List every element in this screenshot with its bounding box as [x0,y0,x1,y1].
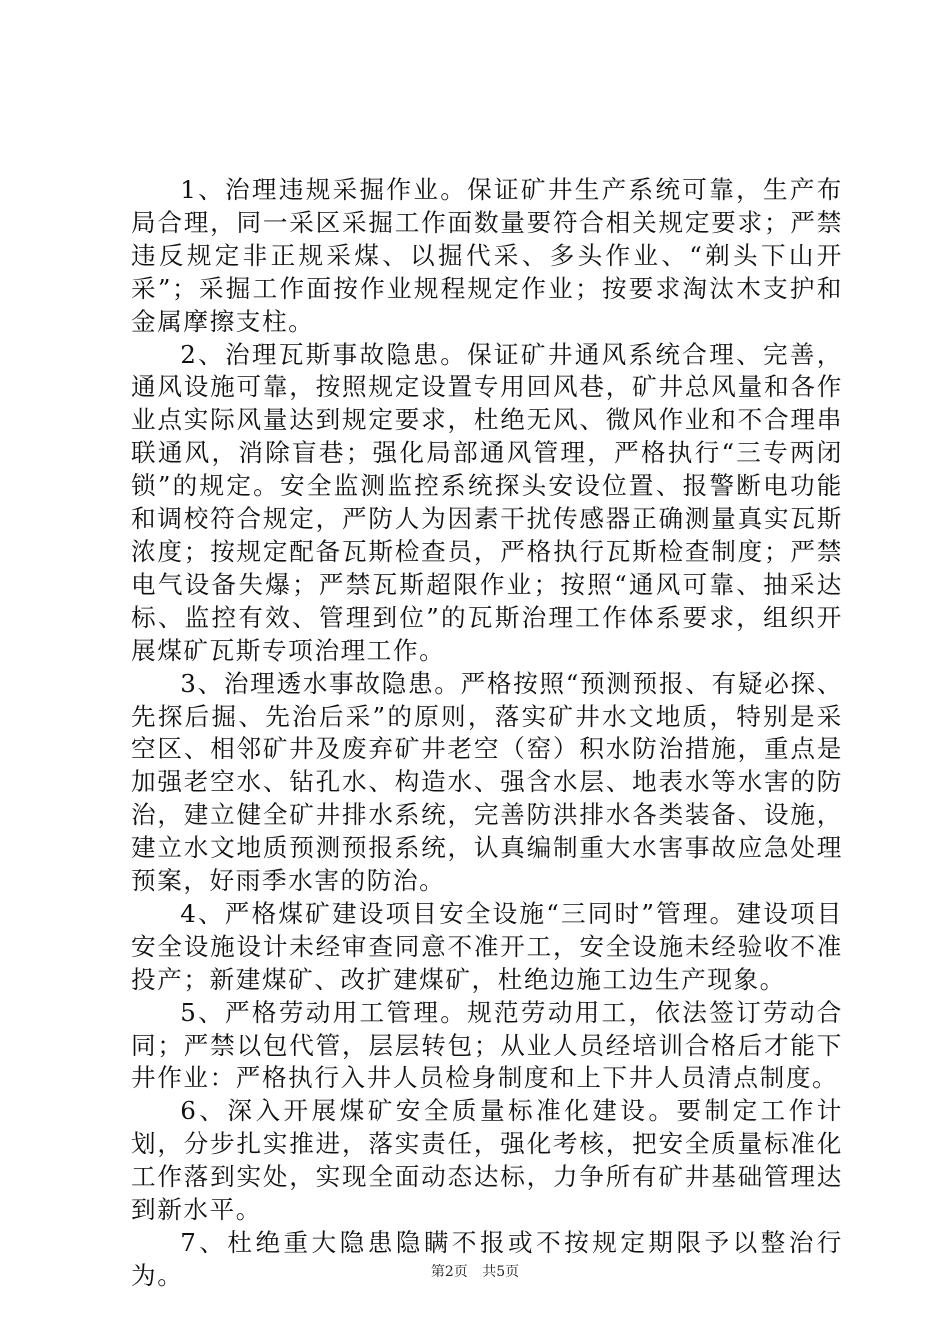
paragraph-3: 3、治理透水事故隐患。严格按照“预测预报、有疑必探、先探后掘、先治后采”的原则，落实矿井水文地质，特别是采空区、相邻矿井及废弃矿井老空（窑）积水防治措施，重点是加强老空水、钻孔水、构造水、强含水层、地表水等水害的防治，建立健全矿井排水系统，完善防洪排水各类装备、设施，建立水文地质预测预报系统，认真编制重大水害事故应急处理预案，好雨季水害的防治。 [131,668,843,896]
paragraph-1: 1、治理违规采掘作业。保证矿井生产系统可靠，生产布局合理，同一采区采掘工作面数量要符合相关规定要求；严禁违反规定非正规采煤、以掘代采、多头作业、“剃头下山开采”；采掘工作面按作业规程规定作业；按要求淘汰木支护和金属摩擦支柱。 [131,175,843,336]
document-body [131,174,843,1293]
page-number-current: 第2页 [430,1264,468,1280]
paragraph-4: 4、严格煤矿建设项目安全设施“三同时”管理。建设项目安全设施设计未经审查同意不准开工，安全设施未经验收不准投产；新建煤矿、改扩建煤矿，杜绝边施工边生产现象。 [131,898,843,994]
paragraph-6: 6、深入开展煤矿安全质量标准化建设。要制定工作计划，分步扎实推进，落实责任，强化考核，把安全质量标准化工作落到实处，实现全面动态达标，力争所有矿井基础管理达到新水平。 [131,1096,843,1225]
page-number-total: 共5页 [482,1264,520,1280]
paragraph-7: 7、杜绝重大隐患隐瞒不报或不按规定期限予以整治行为。 [131,1228,843,1290]
page-footer [0,1262,950,1282]
paragraph-2: 2、治理瓦斯事故隐患。保证矿井通风系统合理、完善，通风设施可靠，按照规定设置专用回风巷，矿井总风量和各作业点实际风量达到规定要求，杜绝无风、微风作业和不合理串联通风，消除盲巷；强化局部通风管理，严格执行“三专两闭锁”的规定。安全监测监控系统探头安设位置、报警断电功能和调校符合规定，严防人为因素干扰传感器正确测量真实瓦斯浓度；按规定配备瓦斯检查员，严格执行瓦斯检查制度；严禁电气设备失爆；严禁瓦斯超限作业；按照“通风可靠、抽采达标、监控有效、管理到位”的瓦斯治理工作体系要求，组织开展煤矿瓦斯专项治理工作。 [131,339,843,665]
paragraph-5: 5、严格劳动用工管理。规范劳动用工，依法签订劳动合同；严禁以包代管，层层转包；从业人员经培训合格后才能下井作业：严格执行入井人员检身制度和上下井人员清点制度。 [131,997,843,1093]
